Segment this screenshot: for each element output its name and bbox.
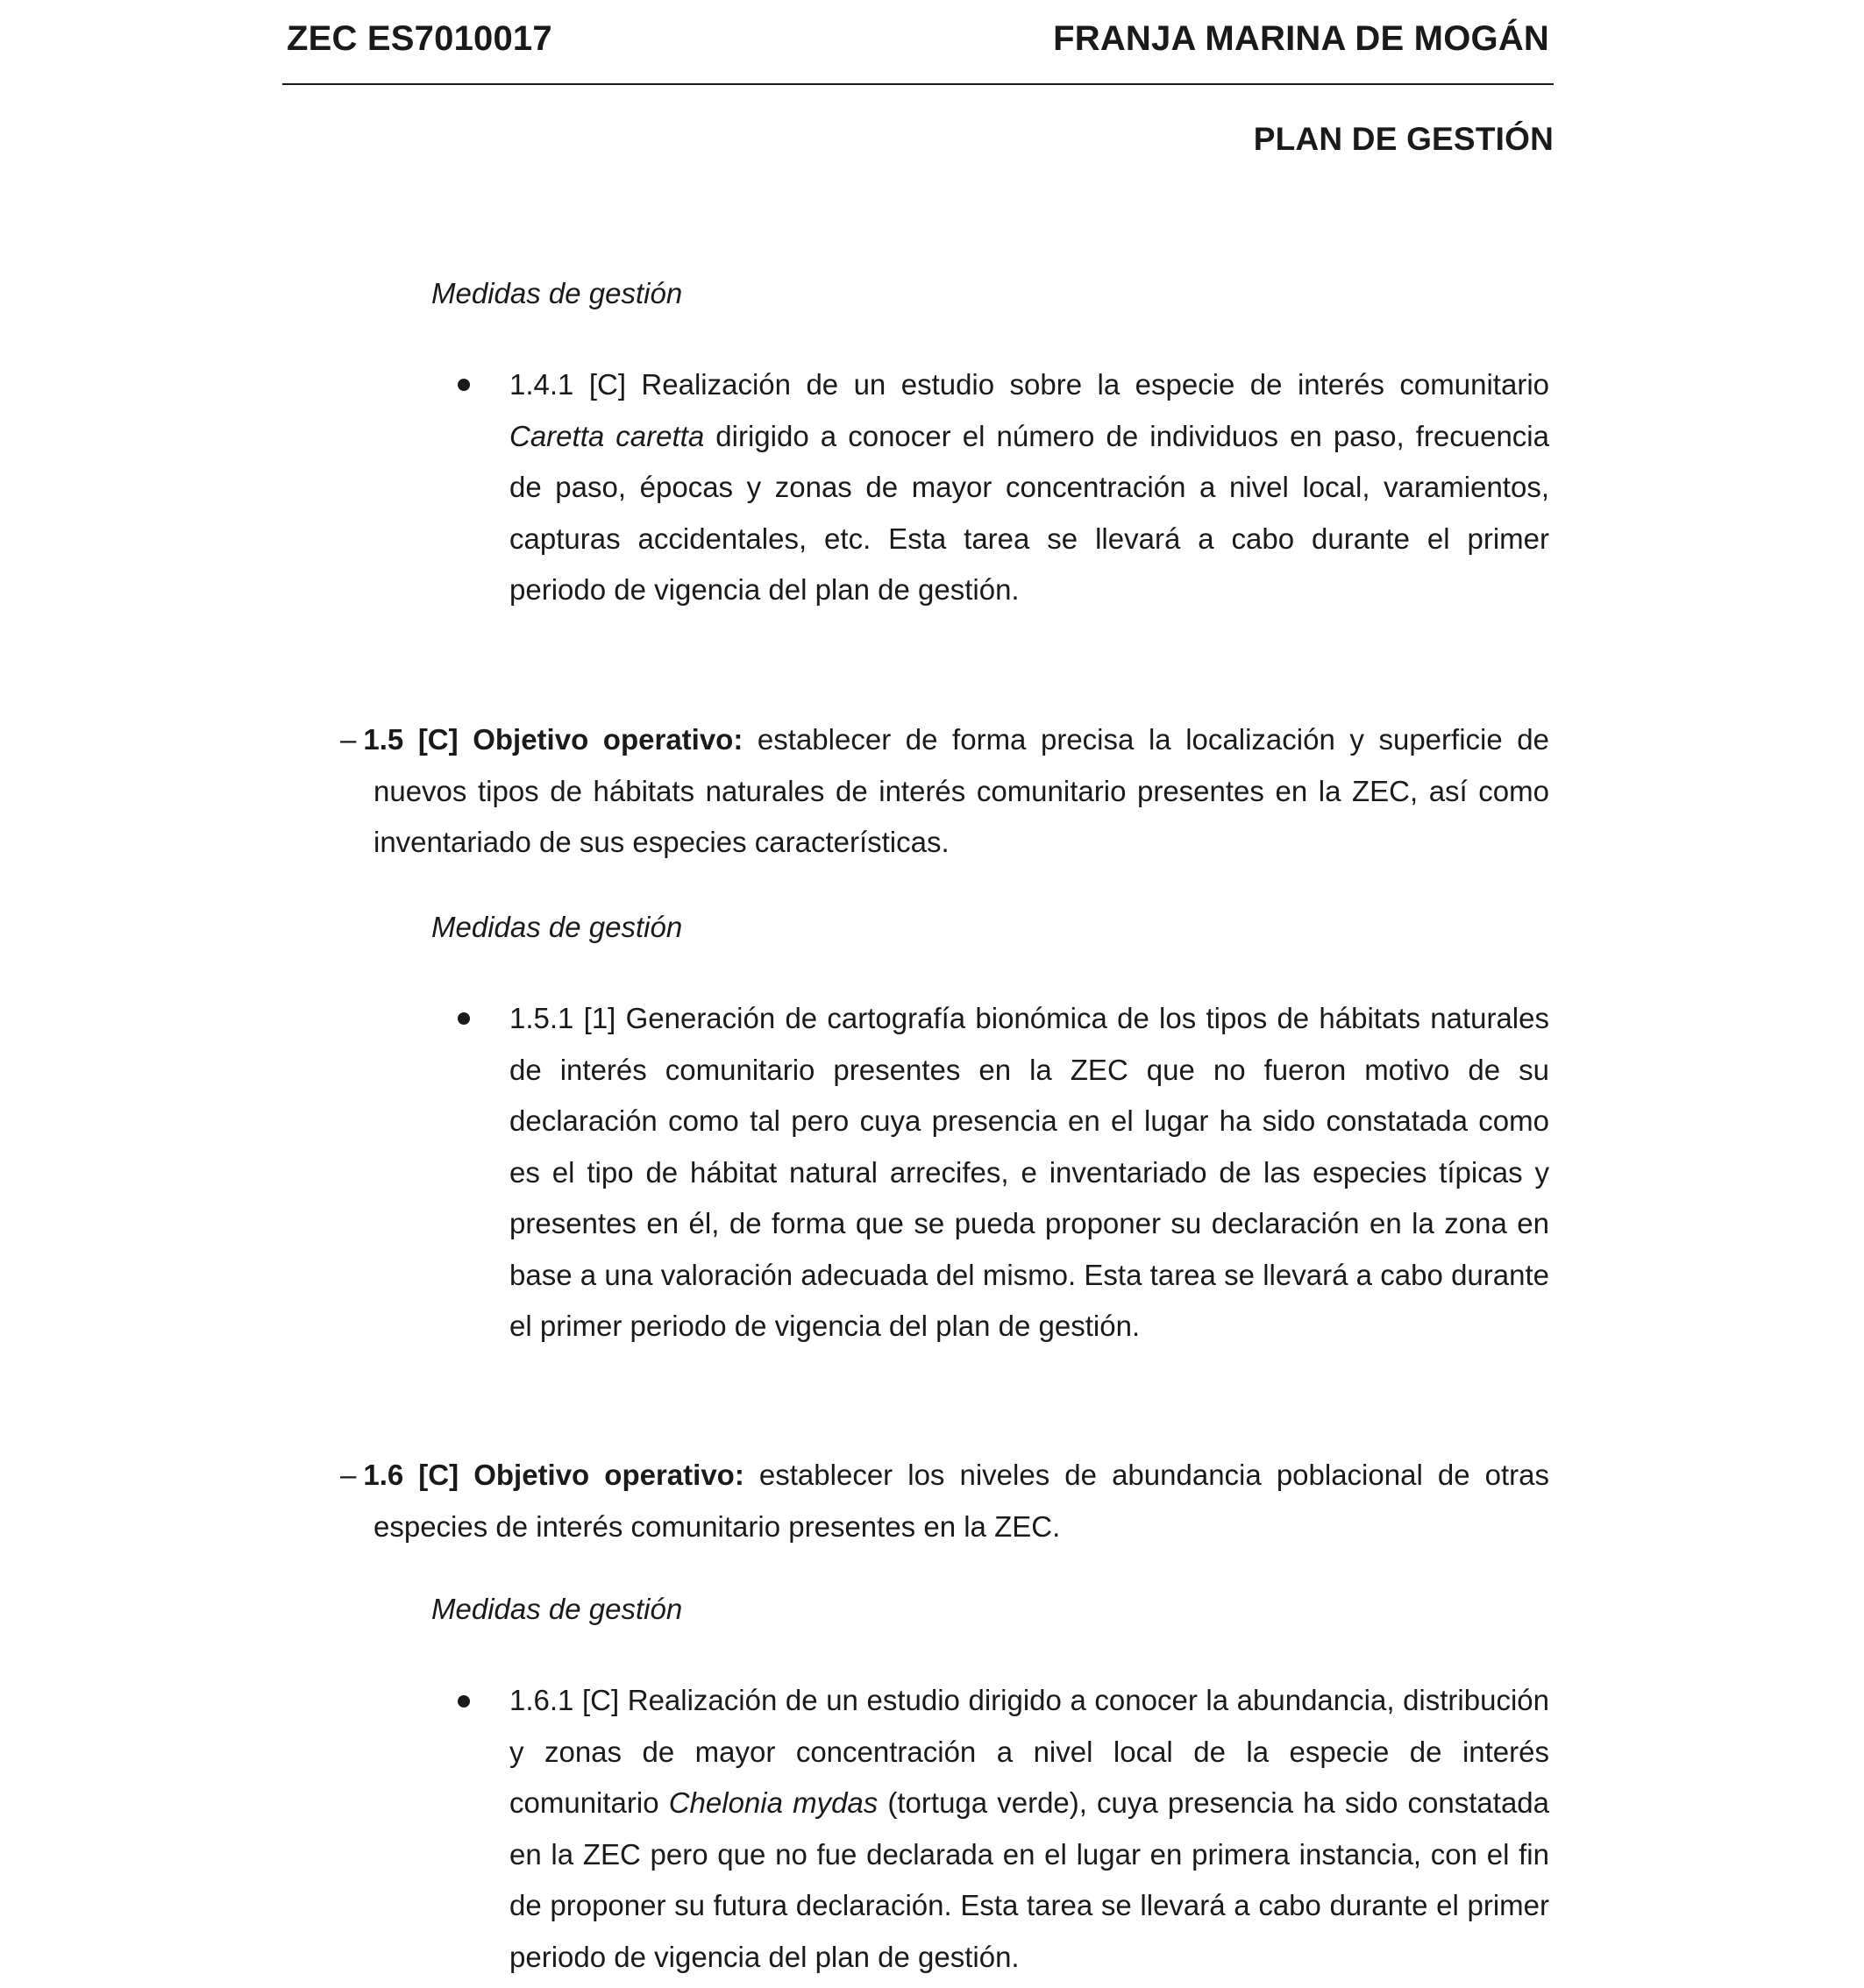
- document-subtitle: PLAN DE GESTIÓN: [1253, 121, 1554, 157]
- bullet-icon: [458, 1695, 470, 1708]
- species-name: Caretta caretta: [509, 419, 705, 452]
- objective-1-6: [340, 1450, 1549, 1552]
- measure-text: dirigido a conocer el número de individuos en paso, frecuencia de paso, épocas y zonas de mayor concentración a nivel local, varamientos, capturas accidentales, etc. Esta tarea se llevará a cabo durante el primer periodo de vigencia del plan de gestión.: [509, 419, 1549, 606]
- objective-text: establecer los niveles de abundancia poblacional de otras especies de interés comunitario presentes en la ZEC.: [374, 1459, 1550, 1543]
- measure-text: 1.4.1 [C] Realización de un estudio sobre la especie de interés comunitario: [509, 368, 1549, 401]
- measures-heading: Medidas de gestión: [431, 1593, 683, 1625]
- objective-text: establecer de forma precisa la localización y superficie de nuevos tipos de hábitats naturales de interés comunitario presentes en la ZEC, así como inventariado de sus especies características.: [374, 723, 1549, 858]
- measure-text: 1.6.1 [C] Realización de un estudio dirigido a conocer la abundancia, distribución y zonas de mayor concentración a nivel local de la especie de interés comunitario: [509, 1684, 1549, 1819]
- measure-1-4-1: [509, 359, 1549, 616]
- species-name: Chelonia mydas: [668, 1786, 879, 1819]
- measure-text: (tortuga verde), cuya presencia ha sido constatada en la ZEC pero que no fue declarada en el lugar en primera instancia, con el fin de proponer su futura declaración. Esta tarea se llevará a cabo durante el primer periodo de vigencia del plan de gestión.: [509, 1786, 1550, 1973]
- dash-marker: –: [340, 723, 357, 756]
- bullet-icon: [458, 1012, 470, 1025]
- objective-lead: 1.5 [C] Objetivo operativo:: [363, 723, 743, 756]
- measure-1-5-1: 1.5.1 [1] Generación de cartografía bionómica de los tipos de hábitats naturales de interés comunitario presentes en la ZEC que no fueron motivo de su declaración como tal pero cuya presencia en el lugar ha sido constatada como es el tipo de hábitat natural arrecifes, e inventariado de las especies típicas y presentes en él, de forma que se pueda proponer su declaración en la zona en base a una valoración adecuada del mismo. Esta tarea se llevará a cabo durante el primer periodo de vigencia del plan de gestión.: [509, 1002, 1549, 1342]
- measure-1-6-1: [509, 1675, 1549, 1983]
- site-code: ZEC ES7010017: [287, 19, 552, 58]
- site-name: FRANJA MARINA DE MOGÁN: [1053, 19, 1549, 58]
- measures-heading: Medidas de gestión: [431, 911, 683, 943]
- header-divider: [282, 83, 1554, 85]
- page-header: [282, 16, 1554, 79]
- dash-marker: –: [340, 1459, 357, 1491]
- objective-lead: 1.6 [C] Objetivo operativo:: [363, 1459, 744, 1491]
- objective-1-5: [340, 714, 1549, 869]
- measures-heading: Medidas de gestión: [431, 277, 683, 309]
- bullet-icon: [458, 379, 470, 391]
